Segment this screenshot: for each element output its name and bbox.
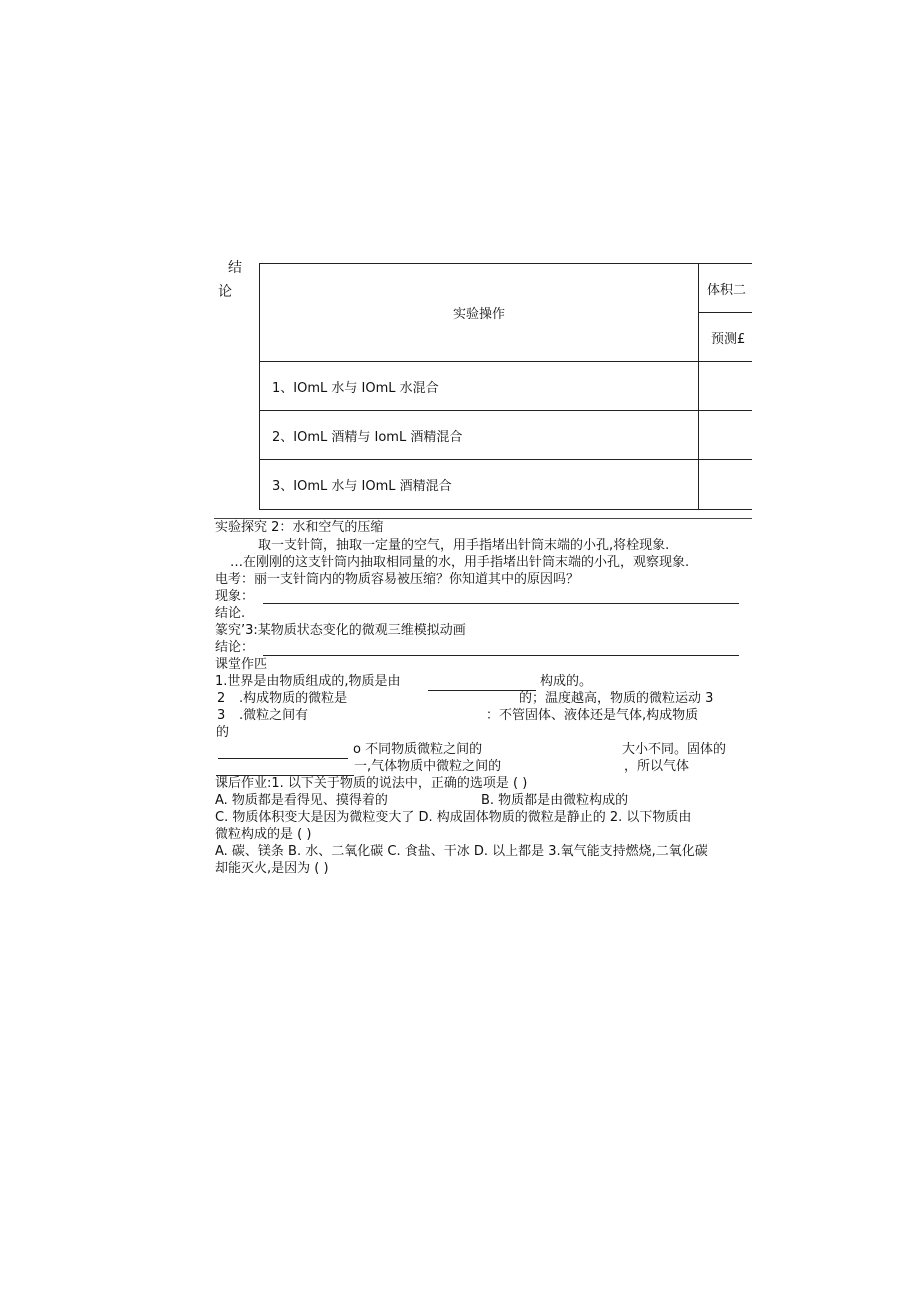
q1-text-b: 构成的。 — [540, 674, 593, 689]
header-volume: 体积二 — [699, 264, 760, 313]
exp3-title: 篆究’3:某物质状态变化的微观三维模拟动画 — [215, 623, 466, 638]
q2-number: 2 — [217, 691, 226, 706]
homework-option-b: B. 物质都是由微粒构成的 — [481, 793, 629, 808]
exp2-think: 电考：丽一支针筒内的物质容易被压缩？你知道其中的原因吗？ — [215, 572, 580, 587]
exp2-step2: …在刚刚的这支针筒内抽取相同量的水，用手指堵出针筒末端的小孔，观察现象. — [230, 555, 690, 570]
section-divider — [214, 518, 752, 519]
exp2-phenomenon-label: 现象： — [215, 589, 255, 604]
q3-blank-1 — [218, 758, 348, 759]
homework-option-a: A. 物质都是看得见、摸得着的 — [215, 793, 388, 808]
table-cell-empty — [699, 460, 760, 510]
table-row: 2、IOmL 酒精与 IomL 酒精混合 — [260, 411, 699, 460]
q3-number: 3 — [217, 708, 226, 723]
q3-text-b: ：不管固体、液体还是气体,构成物质 — [486, 708, 699, 723]
page-crop-mask — [752, 255, 920, 525]
q3-text-d: o 不同物质微粒之间的 — [353, 742, 483, 757]
homework-line-3: C. 物质体积变大是因为微粒变大了 D. 构成固体物质的微粒是静止的 2. 以下物质由 — [215, 810, 692, 825]
table-cell-empty — [699, 411, 760, 460]
side-label-bottom: 论 — [218, 284, 232, 300]
q3-text-g: ，所以气体 — [624, 759, 690, 774]
table-row: 3、IOmL 水与 IOmL 酒精混合 — [260, 460, 699, 510]
homework-line-1: 课后作业:1. 以下关于物质的说法中，正确的选项是 ( ) — [215, 776, 528, 791]
exp2-conclusion-label: 结论. — [215, 606, 246, 621]
exp3-conclusion-label: 结论： — [215, 640, 255, 655]
q2-text-a: .构成物质的微粒是 — [239, 691, 348, 706]
q2-text-b: 的；温度越高，物质的微粒运动 3 — [519, 691, 714, 706]
homework-line-5: A. 碳、镁条 B. 水、二氧化碳 C. 食盐、干冰 D. 以上都是 3.氧气能支持燃烧,二氧化碳 — [215, 844, 708, 859]
exp2-title: 实验探究 2：水和空气的压缩 — [215, 520, 384, 535]
homework-line-4: 微粒构成的是 ( ) — [215, 827, 312, 842]
side-label-top: 结 — [228, 260, 242, 276]
table-cell-empty — [699, 362, 760, 411]
q3-text-e: 大小不同。固体的 — [622, 742, 727, 757]
homework-line-6: 却能灭火,是因为 ( ) — [215, 861, 329, 876]
table-row: 1、IOmL 水与 IOmL 水混合 — [260, 362, 699, 411]
header-operation: 实验操作 — [260, 264, 699, 362]
classwork-title: 课堂作匹 — [215, 657, 268, 672]
phenomenon-blank — [263, 603, 739, 604]
q1-text-a: 1.世界是由物质组成的,物质是由 — [215, 674, 401, 689]
header-predict: 预测£ — [699, 313, 760, 362]
q3-text-c: 的 — [216, 725, 230, 740]
q3-text-a: .微粒之间有 — [239, 708, 309, 723]
q3-text-f: 一,气体物质中微粒之间的 — [354, 759, 502, 774]
exp2-step1: 取一支针筒，抽取一定量的空气，用手指堵出针筒末端的小孔,将栓现象. — [258, 538, 670, 553]
conclusion-blank — [263, 655, 739, 656]
experiment-table — [259, 263, 760, 510]
